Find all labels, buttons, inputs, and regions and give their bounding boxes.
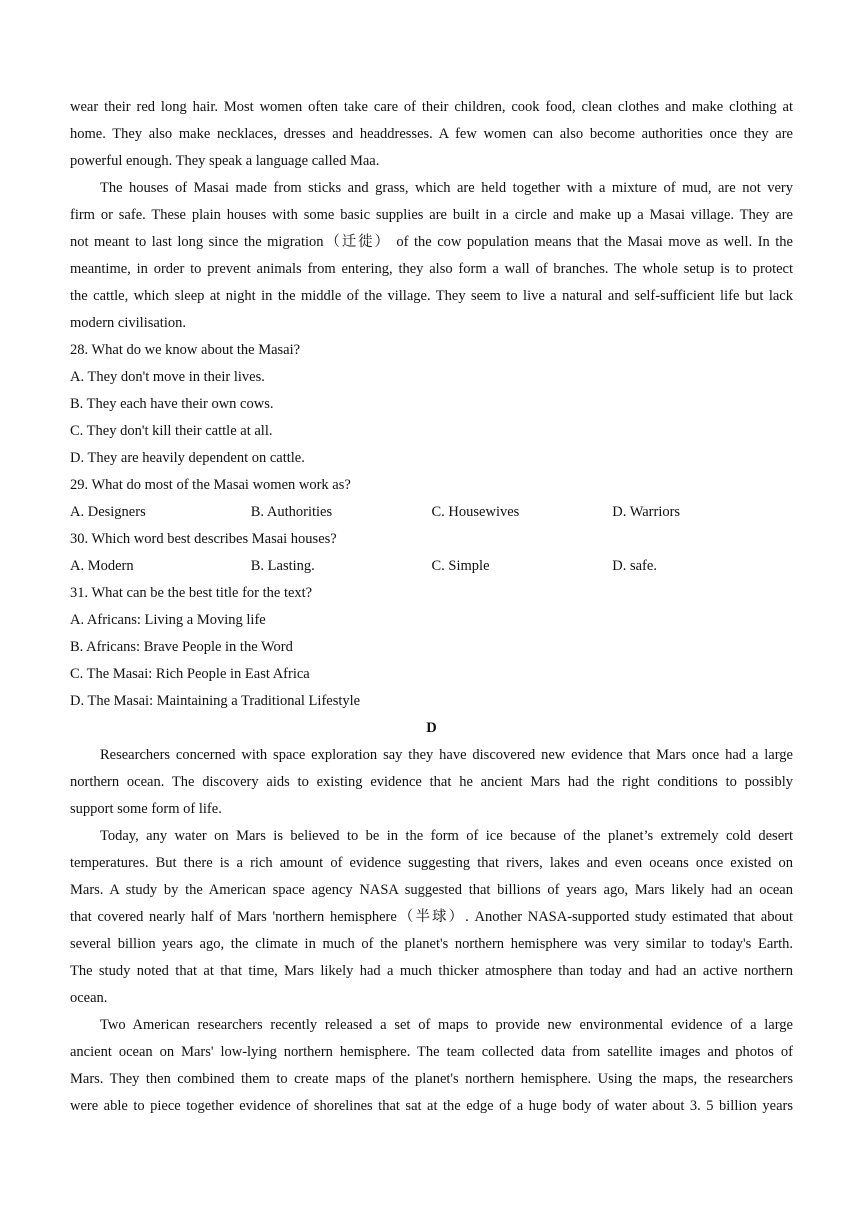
answer-option: C. Simple	[431, 558, 490, 574]
section-heading: D	[426, 720, 437, 736]
passage-d-paragraph-1	[70, 742, 793, 823]
question-28	[70, 337, 793, 472]
text-line: home. They also make necklaces, dresses and headdresses. A few women can also become authorities once they are	[70, 126, 793, 142]
question-stem: 31. What can be the best title for the text?	[70, 585, 313, 601]
text-line: Today, any water on Mars is believed to be in the form of ice because of the planet’s extremely cold desert	[100, 828, 793, 844]
text-line: firm or safe. These plain houses with some basic supplies are built in a circle and make up a Masai village. They are	[70, 207, 793, 223]
text-line: support some form of life.	[70, 801, 222, 817]
passage-d-paragraph-3	[70, 1012, 793, 1120]
passage-d-paragraph-2	[70, 823, 793, 1012]
answer-option: D. The Masai: Maintaining a Traditional Lifestyle	[70, 693, 361, 709]
text-line: several billion years ago, the climate in much of the planet's northern hemisphere was very similar to today's Earth.	[70, 936, 793, 952]
text-line: Mars. They then combined them to create maps of the planet's northern hemisphere. Using the maps, the researchers	[70, 1071, 793, 1087]
answer-option: A. Modern	[70, 558, 134, 574]
passage-c-paragraph-1	[70, 94, 793, 175]
text-line: Researchers concerned with space exploration say they have discovered new evidence that Mars once had a large	[100, 747, 793, 763]
answer-option: C. They don't kill their cattle at all.	[70, 423, 273, 439]
passage-c-paragraph-2	[70, 175, 793, 337]
text-line: ancient ocean on Mars' low-lying northern hemisphere. The team collected data from satellite images and photos of	[70, 1044, 793, 1060]
text-line: Two American researchers recently released a set of maps to provide new environmental evidence of a large	[100, 1017, 793, 1033]
question-stem: 30. Which word best describes Masai houses?	[70, 531, 337, 547]
question-stem: 29. What do most of the Masai women work as?	[70, 477, 351, 493]
text-line: ocean.	[70, 990, 108, 1006]
text-line: The houses of Masai made from sticks and grass, which are held together with a mixture of mud, are not very	[100, 180, 793, 196]
text-line: wear their red long hair. Most women often take care of their children, cook food, clean clothes and make clothing at	[70, 99, 793, 115]
question-stem: 28. What do we know about the Masai?	[70, 342, 301, 358]
answer-option: B. Africans: Brave People in the Word	[70, 639, 293, 655]
answer-option: A. Africans: Living a Moving life	[70, 612, 266, 628]
text-line: northern ocean. The discovery aids to existing evidence that he ancient Mars had the right conditions to possibly	[70, 774, 793, 790]
answer-options-row	[70, 553, 793, 580]
text-line: Mars. A study by the American space agency NASA suggested that billions of years ago, Mars likely had an ocean	[70, 882, 793, 898]
question-29	[70, 472, 793, 526]
text-line: temperatures. But there is a rich amount of evidence suggesting that rivers, lakes and even oceans once existed on	[70, 855, 793, 871]
answer-option: D. safe.	[612, 558, 657, 574]
text-line: were able to piece together evidence of shorelines that sat at the edge of a huge body of water about 3. 5 billion years	[70, 1098, 793, 1114]
text-line: modern civilisation.	[70, 315, 186, 331]
answer-option: D. They are heavily dependent on cattle.	[70, 450, 305, 466]
text-line: not meant to last long since the migration（迁徙） of the cow population means that the Masai move as well. In the	[70, 234, 793, 250]
text-line: meantime, in order to prevent animals from entering, they also form a wall of branches. The whole setup is to protect	[70, 261, 793, 277]
answer-option: D. Warriors	[612, 504, 681, 520]
question-31	[70, 580, 793, 715]
answer-option: B. Lasting.	[250, 558, 315, 574]
question-30	[70, 526, 793, 580]
answer-option: B. Authorities	[250, 504, 333, 520]
text-line: that covered nearly half of Mars 'northern hemisphere（半球）. Another NASA-supported study estimated that about	[70, 909, 793, 925]
answer-option: C. Housewives	[431, 504, 520, 520]
answer-option: A. They don't move in their lives.	[70, 369, 265, 385]
answer-option: B. They each have their own cows.	[70, 396, 274, 412]
answer-option: A. Designers	[70, 504, 146, 520]
text-line: The study noted that at that time, Mars likely had a much thicker atmosphere than today and had an active northern	[70, 963, 793, 979]
text-line: the cattle, which sleep at night in the middle of the village. They seem to live a natural and self-sufficient life but lack	[70, 288, 793, 304]
answer-options-row	[70, 499, 793, 526]
answer-option: C. The Masai: Rich People in East Africa	[70, 666, 310, 682]
document-page	[70, 94, 793, 1120]
text-line: powerful enough. They speak a language called Maa.	[70, 153, 380, 169]
